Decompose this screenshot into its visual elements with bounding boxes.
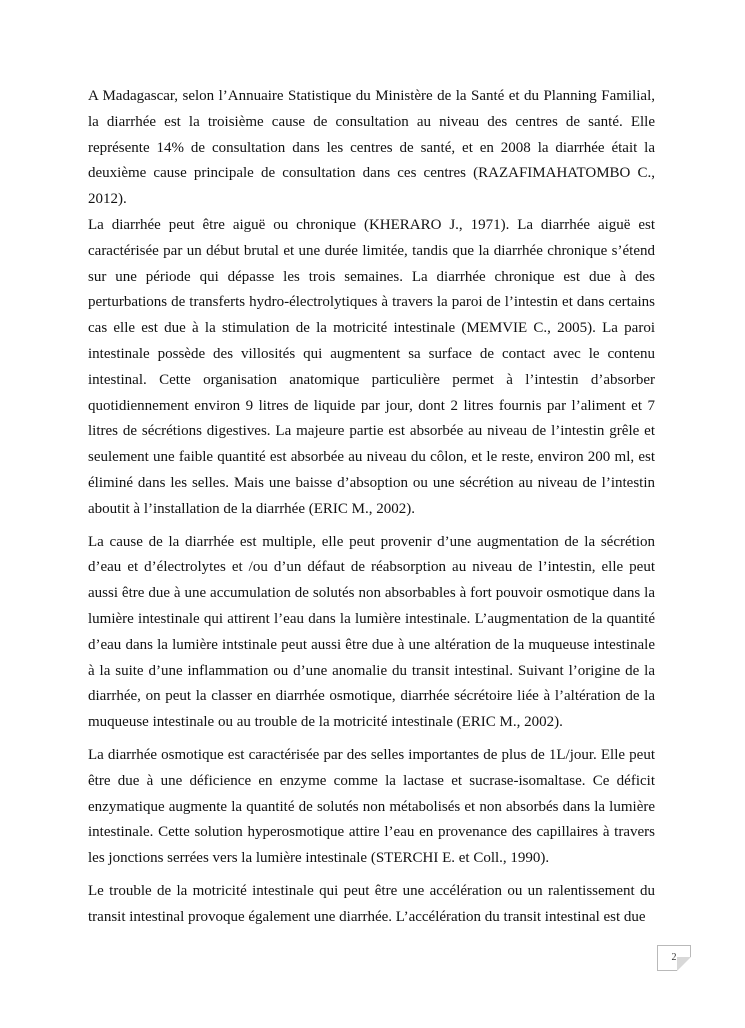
paragraph-acute-chronic-diarrhea: La diarrhée peut être aiguë ou chronique (KHERARO J., 1971). La diarrhée aiguë est caractérisée par un début brutal et une durée limitée, tandis que la diarrhée chronique s’étend sur une période qui dépasse les trois semaines. La diarrhée chronique est due à des perturbations de transferts hydro-électrolytiques à travers la paroi de l’intestin et dans certains cas elle est due à la stimulation de la motricité intestinale (MEMVIE C., 2005). La paroi intestinale possède des villosités qui augmentent sa surface de contact avec le contenu intestinal. Cette organisation anatomique particulière permet à l’intestin d’absorber quotidiennement environ 9 litres de liquide par jour, dont 2 litres fournis par l’aliment et 7 litres de sécrétions digestives. La majeure partie est absorbée au niveau de l’intestin grêle et seulement une faible quantité est absorbée au niveau du côlon, et le reste, environ 200 ml, est éliminé dans les selles. Mais une baisse d’absoption ou une sécrétion au niveau de l’intestin aboutit à l’installation de la diarrhée (ERIC M., 2002). [88,216,655,517]
page-number: 2 [657,945,691,971]
paragraph-osmotic-diarrhea: La diarrhée osmotique est caractérisée par des selles importantes de plus de 1L/jour. Elle peut être due à une déficience en enzyme comme la lactase et sucrase-isomaltase. Ce déficit enzymatique augmente la quantité de solutés non métabolisés et non absorbés dans la lumière intestinale. Cette solution hyperosmotique attire l’eau en provenance des capillaires à travers les jonctions serrées vers la lumière intestinale (STERCHI E. et Coll., 1990). [88,746,655,867]
paragraph-diarrhea-causes: La cause de la diarrhée est multiple, elle peut provenir d’une augmentation de la sécrétion d’eau et d’électrolytes et /ou d’un défaut de réabsorption au niveau de l’intestin, elle peut aussi être due à une accumulation de solutés non absorbables à fort pouvoir osmotique dans la lumière intestinale qui attirent l’eau dans la lumière intestinale. L’augmentation de la quantité d’eau dans la lumière intstinale peut aussi être due à une altération de la muqueuse intestinale à la suite d’une inflammation ou d’une anomalie du transit intestinal. Suivant l’origine de la diarrhée, on peut la classer en diarrhée osmotique, diarrhée sécrétoire liée à l’altération de la muqueuse intestinale ou au trouble de la motricité intestinale (ERIC M., 2002). [88,533,655,731]
paragraph-motility-disorder: Le trouble de la motricité intestinale qui peut être une accélération ou un ralentissement du transit intestinal provoque également une diarrhée. L’accélération du transit intestinal est due [88,882,655,925]
paragraph-madagascar-statistics: A Madagascar, selon l’Annuaire Statistique du Ministère de la Santé et du Planning Familial, la diarrhée est la troisième cause de consultation au niveau des centres de santé. Elle représente 14% de consultation dans les centres de santé, et en 2008 la diarrhée était la deuxième cause principale de consultation dans ces centres (RAZAFIMAHATOMBO C., 2012). [88,88,655,208]
page-body [88,84,655,931]
